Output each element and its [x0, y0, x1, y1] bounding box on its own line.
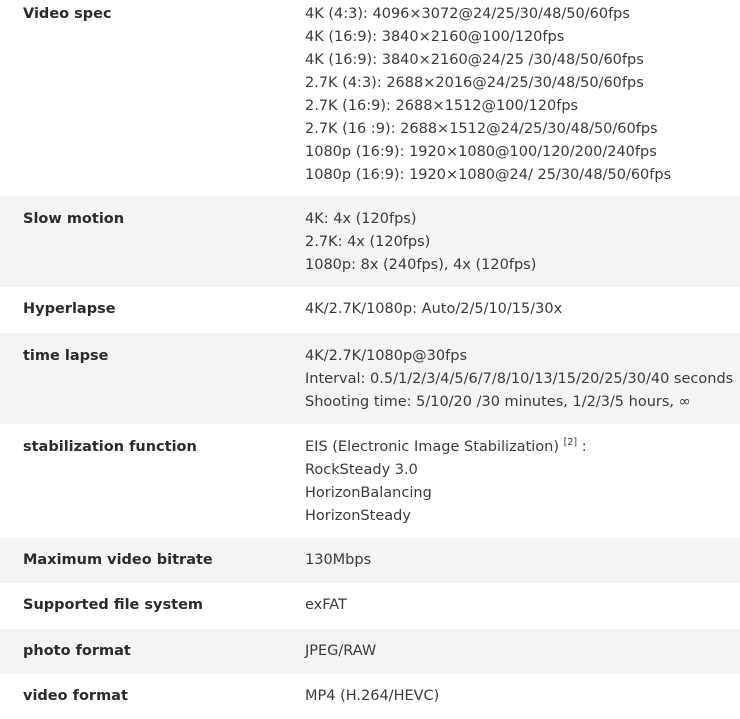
spec-value: Interval: 0.5/1/2/3/4/5/6/7/8/10/13/15/20/25/30/40 seconds	[305, 371, 734, 387]
spec-values	[305, 3, 740, 187]
spec-label: Maximum video bitrate	[23, 552, 213, 568]
spec-values	[305, 640, 740, 663]
spec-row-time-lapse	[0, 333, 740, 424]
spec-row-slow-motion	[0, 196, 740, 287]
spec-value: 1080p (16:9): 1920×1080@24/ 25/30/48/50/60fps	[305, 167, 672, 183]
spec-label: stabilization function	[23, 439, 197, 455]
spec-row-hyperlapse	[0, 287, 740, 333]
spec-row-max-bitrate	[0, 538, 740, 583]
spec-value: HorizonSteady	[305, 508, 411, 524]
eis-text: EIS (Electronic Image Stabilization)	[305, 439, 560, 455]
spec-value: HorizonBalancing	[305, 485, 432, 501]
spec-value: 4K (4:3): 4096×3072@24/25/30/48/50/60fps	[305, 6, 630, 22]
spec-value: RockSteady 3.0	[305, 462, 418, 478]
spec-values	[305, 436, 740, 528]
spec-label: Video spec	[23, 6, 112, 22]
spec-value: 2.7K (4:3): 2688×2016@24/25/30/48/50/60fps	[305, 75, 644, 91]
spec-row-photo-format	[0, 629, 740, 674]
spec-row-stabilization	[0, 424, 740, 538]
spec-value: 2.7K (16:9): 2688×1512@100/120fps	[305, 98, 579, 114]
spec-label: Supported file system	[23, 597, 204, 613]
spec-value: 130Mbps	[305, 552, 372, 568]
spec-value: JPEG/RAW	[305, 643, 377, 659]
spec-value: 4K (16:9): 3840×2160@100/120fps	[305, 29, 565, 45]
spec-value: 4K/2.7K/1080p@30fps	[305, 348, 467, 364]
spec-value: 2.7K: 4x (120fps)	[305, 234, 431, 250]
spec-values	[305, 208, 740, 277]
spec-values	[305, 594, 740, 617]
spec-values	[305, 549, 740, 572]
spec-label: Hyperlapse	[23, 301, 116, 317]
spec-label: Slow motion	[23, 211, 125, 227]
spec-row-video-spec	[0, 0, 740, 196]
spec-value: exFAT	[305, 597, 347, 613]
spec-values	[305, 685, 740, 708]
spec-value: 4K: 4x (120fps)	[305, 211, 417, 227]
footnote-marker[interactable]: [2]	[563, 437, 578, 449]
spec-value: 2.7K (16 :9): 2688×1512@24/25/30/48/50/60fps	[305, 121, 658, 137]
spec-values	[305, 345, 740, 414]
spec-value: 4K (16:9): 3840×2160@24/25 /30/48/50/60fps	[305, 52, 644, 68]
spec-value: Shooting time: 5/10/20 /30 minutes, 1/2/3/5 hours, ∞	[305, 394, 691, 410]
spec-value: 1080p: 8x (240fps), 4x (120fps)	[305, 257, 537, 273]
spec-value: 1080p (16:9): 1920×1080@100/120/200/240fps	[305, 144, 657, 160]
spec-value: 4K/2.7K/1080p: Auto/2/5/10/15/30x	[305, 301, 563, 317]
eis-suffix: :	[577, 439, 587, 455]
spec-value: MP4 (H.264/HEVC)	[305, 688, 440, 704]
spec-label: photo format	[23, 643, 131, 659]
spec-value-eis	[305, 436, 740, 459]
spec-values	[305, 298, 740, 321]
spec-row-video-format	[0, 674, 740, 719]
spec-label: video format	[23, 688, 128, 704]
spec-row-file-system	[0, 583, 740, 629]
spec-label: time lapse	[23, 348, 109, 364]
